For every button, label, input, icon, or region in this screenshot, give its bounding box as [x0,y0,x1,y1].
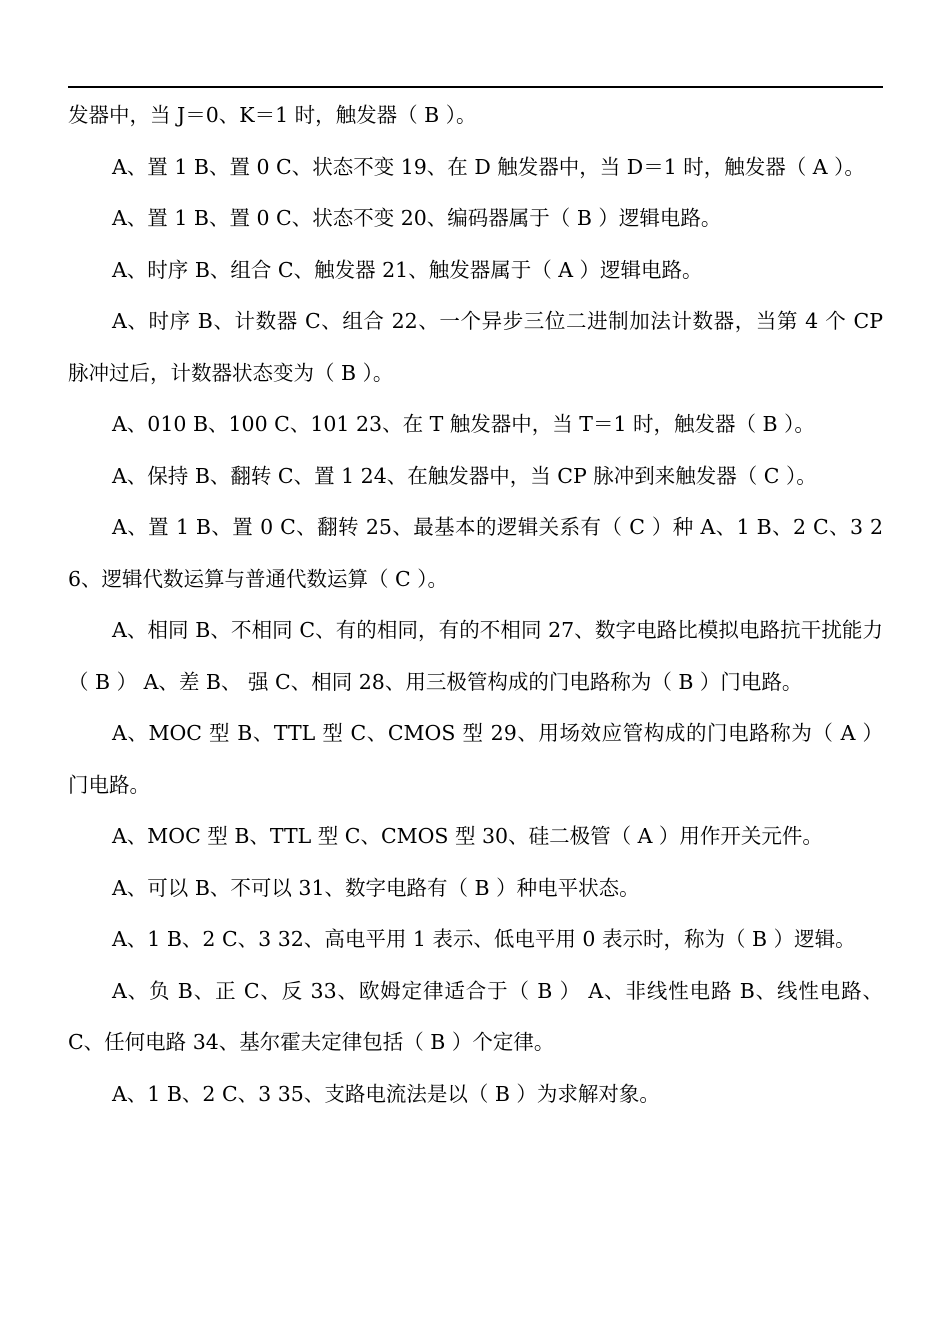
paragraph-10: A、MOC 型 B、TTL 型 C、CMOS 型 29、用场效应管构成的门电路称为（ A ）门电路。 [68,721,883,797]
paragraph-4: A、时序 B、组合 C、触发器 21、触发器属于（ A ）逻辑电路。 [112,257,703,282]
paragraph-2: A、置 1 B、置 0 C、状态不变 19、在 D 触发器中，当 D＝1 时，触发器（ A ）。 [112,154,865,179]
paragraph-7: A、保持 B、翻转 C、置 1 24、在触发器中，当 CP 脉冲到来触发器（ C ）。 [112,463,817,488]
paragraph-6: A、010 B、100 C、101 23、在 T 触发器中，当 T＝1 时，触发器（ B ）。 [112,412,815,436]
paragraph-11: A、MOC 型 B、TTL 型 C、CMOS 型 30、硅二极管（ A ）用作开关元件。 [112,824,823,848]
header-rule [68,86,883,88]
paragraph-12: A、可以 B、不可以 31、数字电路有（ B ）种电平状态。 [112,875,640,900]
document-body [68,90,883,1120]
paragraph-14: A、负 B、正 C、反 33、欧姆定律适合于（ B ） A、非线性电路 B、线性电路、 C、任何电路 34、基尔霍夫定律包括（ B ）个定律。 [68,978,883,1054]
paragraph-8: A、置 1 B、置 0 C、翻转 25、最基本的逻辑关系有（ C ）种 A、1 B、2 C、3 26、逻辑代数运算与普通代数运算（ C ）。 [68,515,883,591]
paragraph-3: A、置 1 B、置 0 C、状态不变 20、编码器属于（ B ）逻辑电路。 [112,206,722,230]
paragraph-13: A、1 B、2 C、3 32、高电平用 1 表示、低电平用 0 表示时，称为（ B ）逻辑。 [112,927,856,951]
paragraph-9: A、相同 B、不相同 C、有的相同，有的不相同 27、数字电路比模拟电路抗干扰能力（ B ） A、差 B、 强 C、相同 28、用三极管构成的门电路称为（ B ）门电路。 [68,618,883,694]
paragraph-5: A、时序 B、计数器 C、组合 22、一个异步三位二进制加法计数器，当第 4 个 CP 脉冲过后，计数器状态变为（ B ）。 [68,309,883,385]
paragraph-1: 发器中，当 J＝0、K＝1 时，触发器（ B ）。 [68,103,477,127]
paragraph-15: A、1 B、2 C、3 35、支路电流法是以（ B ）为求解对象。 [112,1081,660,1106]
